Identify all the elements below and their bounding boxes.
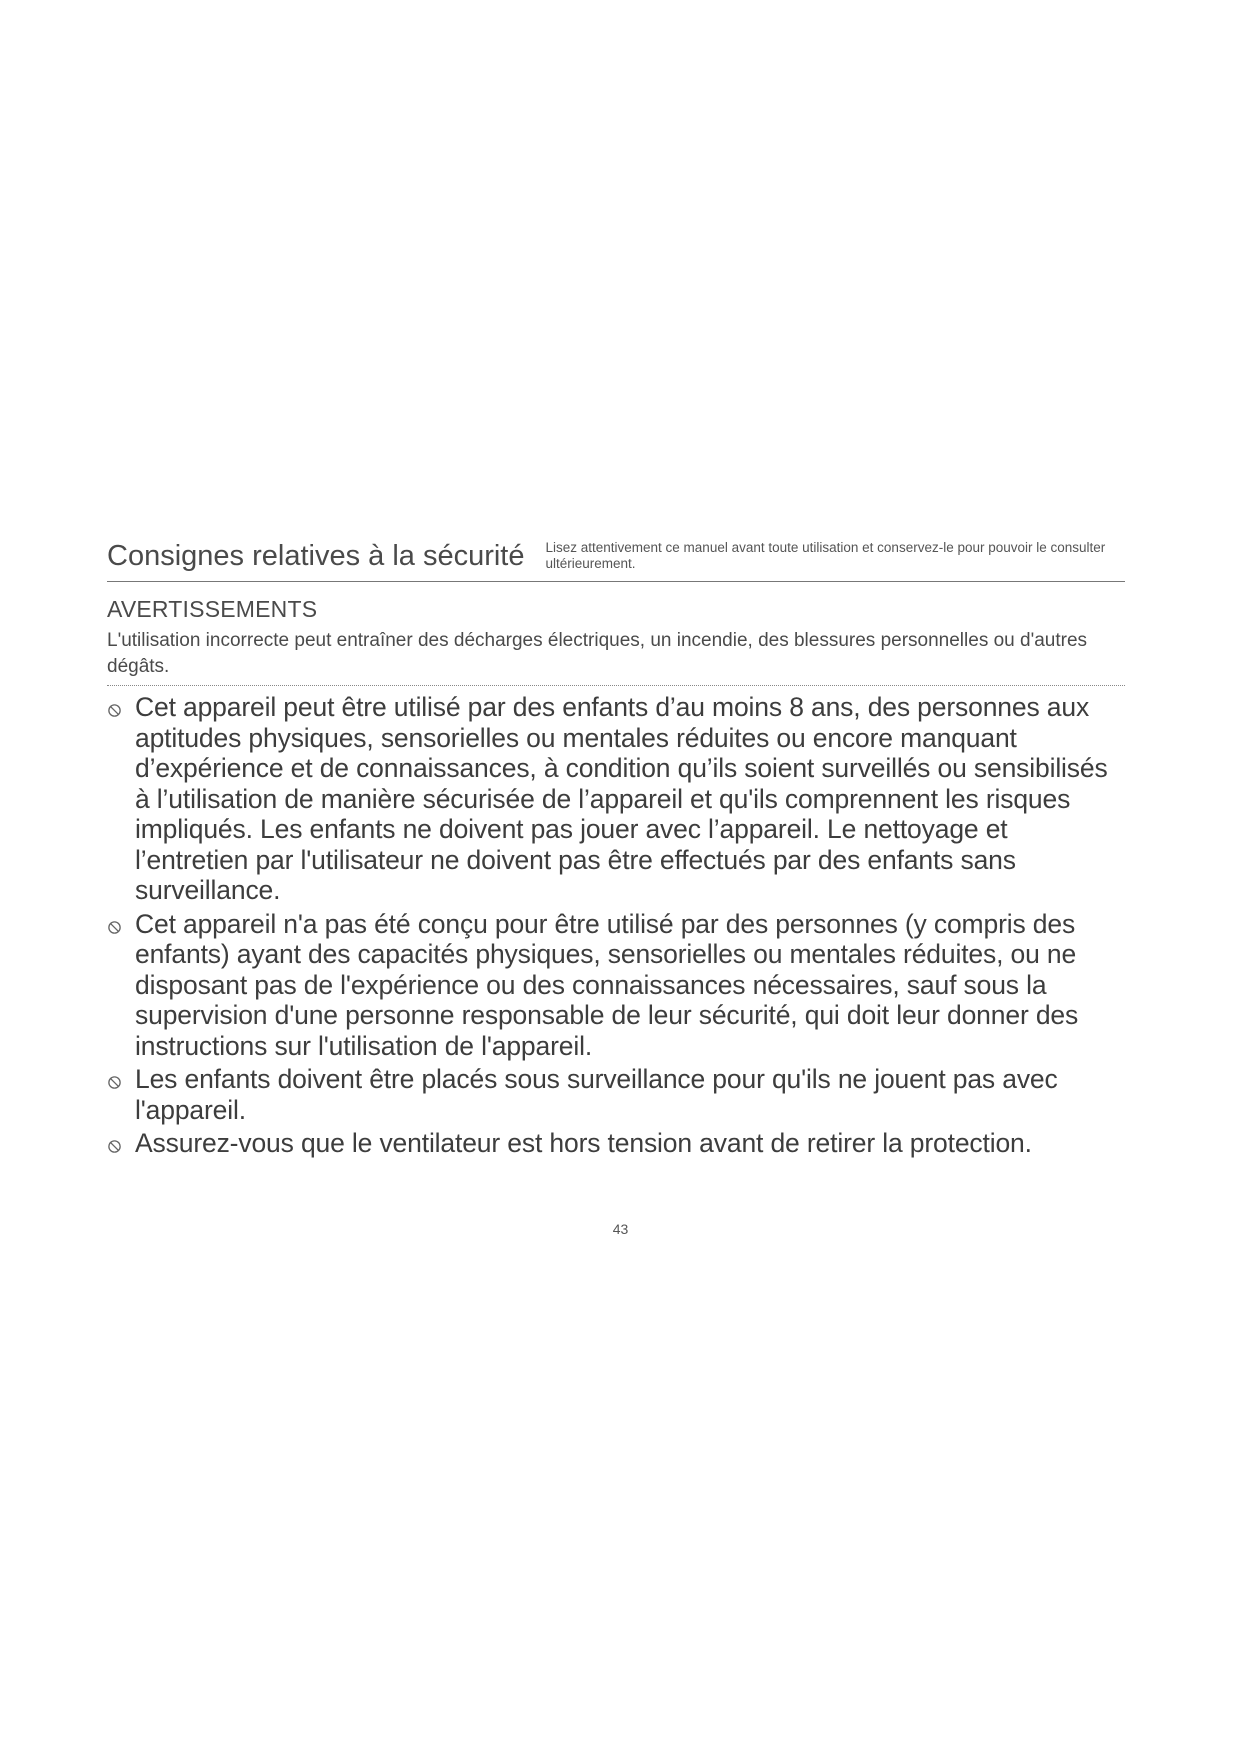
section-header [107,540,1125,582]
page-title: Consignes relatives à la sécurité [107,540,525,573]
warning-item-text: Cet appareil n'a pas été conçu pour être utilisé par des personnes (y compris des enfants) ayant des capacités physiques, sensorielles ou mentales réduites, ou ne disposant pas de l'expérience ou des connaissances nécessaires, sauf sous la supervision d'une personne responsable de leur sécurité, qui doit leur donner des instructions sur l'utilisation de l'appareil. [135,908,1079,1061]
prohibited-icon [107,1128,135,1154]
list-item [107,692,1125,906]
warning-list [107,692,1125,1159]
warnings-description: L'utilisation incorrecte peut entraîner des décharges électriques, un incendie, des blessures personnelles ou d'autres dégâts. [107,628,1125,686]
warnings-heading: AVERTISSEMENTS [107,596,318,623]
manual-page [107,540,1125,1162]
page-number: 43 [612,1221,629,1237]
prohibited-icon [107,909,135,935]
warning-item-text: Assurez-vous que le ventilateur est hors tension avant de retirer la protection. [135,1128,1032,1159]
list-item [107,1064,1125,1125]
warning-item-text: Cet appareil peut être utilisé par des enfants d’au moins 8 ans, des personnes aux aptitudes physiques, sensorielles ou mentales réduites ou encore manquant d’expérience et de connaissances, à condition qu’ils soient surveillés ou sensibilisés à l’utilisation de manière sécurisée de l’appareil et qu'ils comprennent les risques impliqués. Les enfants ne doivent pas jouer avec l’appareil. Le nettoyage et l’entretien par l'utilisateur ne doivent pas être effectués par des enfants sans surveillance. [135,692,1108,906]
prohibited-icon [107,692,135,718]
list-item [107,1128,1125,1159]
header-note: Lisez attentivement ce manuel avant toute utilisation et conservez-le pour pouvoir le consulter ultérieurement. [545,540,1106,572]
list-item [107,909,1125,1062]
prohibited-icon [107,1064,135,1090]
warning-item-text: Les enfants doivent être placés sous surveillance pour qu'ils ne jouent pas avec l'appareil. [135,1064,1058,1125]
